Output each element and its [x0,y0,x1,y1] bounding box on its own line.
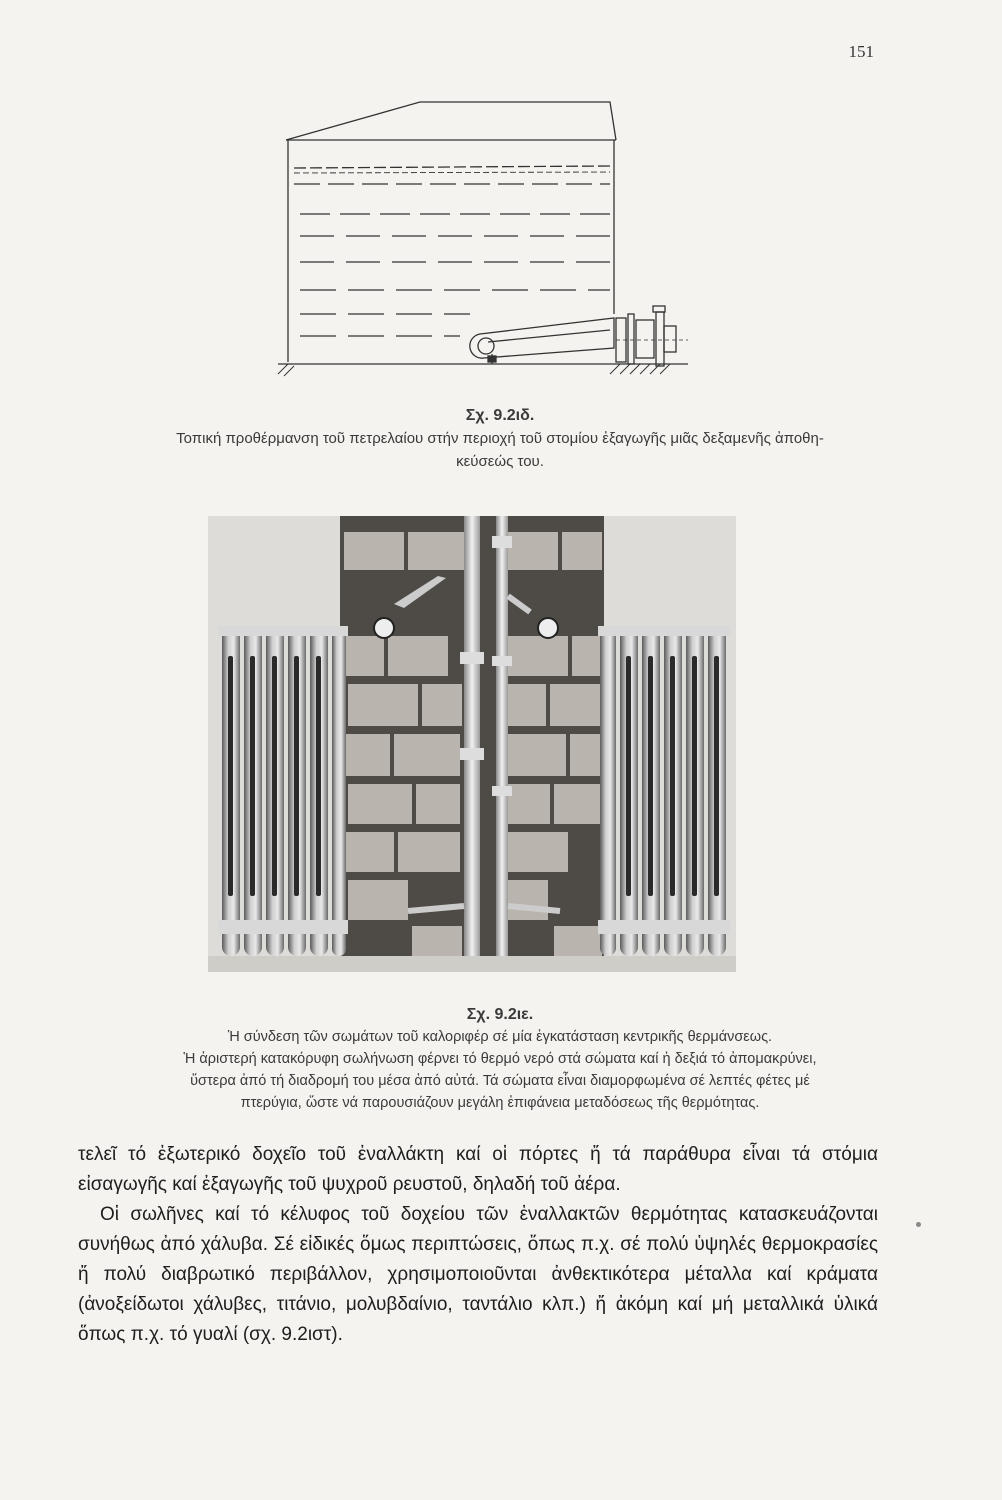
radiator-photo [208,516,736,972]
figure2-caption-line-3: ὕστερα ἀπό τή διαδρομή του μέσα ἀπό αὐτά. Τά σώματα εἶναι διαμορφωμένα σέ λεπτές φέτες μέ [190,1073,810,1089]
page-number: 151 [848,42,874,61]
figure2-caption [60,1004,940,1114]
figure1-caption-line-1: Τοπική προθέρμανση τοῦ πετρελαίου στήν περιοχή τοῦ στομίου ἐξαγωγῆς μιᾶς δεξαμενῆς ἀποθη- [176,430,824,447]
tank-heating-diagram [270,96,690,386]
figure2-label: Σχ. 9.2ιε. [466,1006,534,1023]
paragraph-1: τελεῖ τό ἐξωτερικό δοχεῖο τοῦ ἐναλλάκτη καί οἱ πόρτες ἤ τά παράθυρα εἶναι τά στόμια εἰσαγωγῆς καί ἐξαγωγῆς τοῦ ψυχροῦ ρευστοῦ, δηλαδή τοῦ ἀέρα. [78,1144,878,1195]
figure2-caption-line-1: Ἡ σύνδεση τῶν σωμάτων τοῦ καλοριφέρ σέ μία ἐγκατάσταση κεντρικῆς θερμάνσεως. [227,1029,773,1045]
figure2-caption-line-4: πτερύγια, ὥστε νά παρουσιάζουν μεγάλη ἐπιφάνεια μεταδόσεως τῆς θερμότητας. [240,1095,760,1111]
figure1-label: Σχ. 9.2ιδ. [465,407,535,424]
body-text [78,1140,878,1350]
figure1-caption-line-2: κεύσεώς του. [456,453,544,470]
figure1-caption [60,404,940,473]
print-speck [916,1222,921,1227]
paragraph-2: Οἱ σωλῆνες καί τό κέλυφος τοῦ δοχείου τῶν ἐναλλακτῶν θερμότητας κατασκευάζονται συνήθως ἀπό χάλυβα. Σέ εἰδικές ὅμως περιπτώσεις, ὅπως π.χ. σέ πολύ ὑψηλές θερμοκρασίες ἤ πολύ διαβρωτικό περιβάλλον, χρησιμοποιοῦνται ἀνθεκτικότερα μέταλλα καί κράματα (ἀνοξείδωτοι χάλυβες, τιτάνιο, μολυβδαίνιο, ταντάλιο κλπ.) ἤ ἀκόμη καί μή μεταλλικά ὑλικά ὅπως π.χ. τό γυαλί (σχ. 9.2ιστ). [78,1204,878,1345]
figure2-caption-line-2: Ἡ ἀριστερή κατακόρυφη σωλήνωση φέρνει τό θερμό νερό στά σώματα καί ἡ δεξιά τό ἀπομακρύνει, [183,1051,817,1067]
